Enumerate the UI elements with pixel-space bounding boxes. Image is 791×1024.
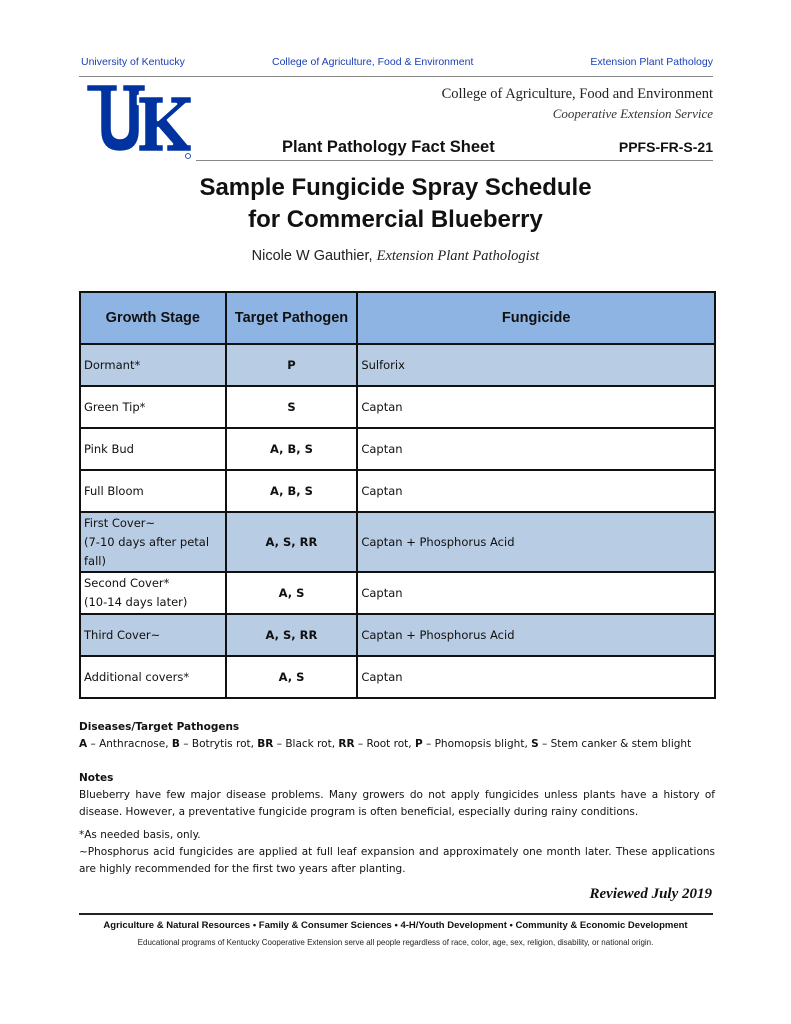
target-pathogen-cell: A, S xyxy=(226,656,358,698)
growth-stage-cell xyxy=(80,572,226,614)
pathogen-name: Black rot, xyxy=(285,738,336,750)
footer-programs: Agriculture & Natural Resources • Family & Consumer Sciences • 4-H/Youth Development • Community & Economic Development xyxy=(103,920,688,931)
diseases-heading: Diseases/Target Pathogens xyxy=(79,721,240,733)
pathogen-code: BR xyxy=(257,738,274,750)
fungicide-cell: Captan xyxy=(357,386,715,428)
pathogen-name: Botrytis rot, xyxy=(191,738,254,750)
target-pathogen-cell: S xyxy=(226,386,358,428)
separator: – xyxy=(276,738,282,750)
separator: – xyxy=(183,738,189,750)
fungicide-cell: Captan xyxy=(357,572,715,614)
growth-stage-cell: Pink Bud xyxy=(80,428,226,470)
fungicide-cell: Captan + Phosphorus Acid xyxy=(357,512,715,572)
fact-sheet-label: Plant Pathology Fact Sheet xyxy=(282,138,495,156)
pathogen-code: S xyxy=(531,738,539,750)
growth-stage-line: Second Cover* xyxy=(84,576,170,590)
extension-service: Cooperative Extension Service xyxy=(552,106,713,121)
link-college[interactable]: College of Agriculture, Food & Environment xyxy=(272,56,474,68)
target-pathogen-cell: A, S xyxy=(226,572,358,614)
footer-statement: Educational programs of Kentucky Cooperative Extension serve all people regardless of race, color, age, sex, religion, disability, or national origin. xyxy=(137,938,654,947)
author-role: Extension Plant Pathologist xyxy=(376,248,540,264)
separator: – xyxy=(542,738,548,750)
fungicide-cell: Sulforix xyxy=(357,344,715,386)
title-line-2: for Commercial Blueberry xyxy=(248,206,543,233)
table-row xyxy=(80,614,715,656)
fungicide-cell: Captan xyxy=(357,470,715,512)
title-line-1: Sample Fungicide Spray Schedule xyxy=(199,174,592,201)
separator: – xyxy=(357,738,364,750)
diseases-list xyxy=(79,736,719,753)
spray-schedule-table xyxy=(79,291,716,699)
table-row xyxy=(80,572,715,614)
footer-divider xyxy=(79,913,713,915)
reviewed-date: Reviewed July 2019 xyxy=(589,886,712,902)
target-pathogen-cell: A, S, RR xyxy=(226,512,358,572)
author-name: Nicole W Gauthier, xyxy=(251,248,373,264)
growth-stage-cell: Full Bloom xyxy=(80,470,226,512)
fungicide-cell: Captan + Phosphorus Acid xyxy=(357,614,715,656)
target-pathogen-cell: A, B, S xyxy=(226,470,358,512)
column-header-target-pathogen: Target Pathogen xyxy=(226,292,358,344)
target-pathogen-cell: A, S, RR xyxy=(226,614,358,656)
growth-stage-cell: Green Tip* xyxy=(80,386,226,428)
growth-stage-line: First Cover~ xyxy=(84,515,156,530)
author-line xyxy=(0,248,791,265)
notes-section xyxy=(79,770,715,878)
pathogen-code: B xyxy=(171,738,180,750)
link-extension-plant-pathology[interactable]: Extension Plant Pathology xyxy=(590,56,713,68)
column-header-fungicide: Fungicide xyxy=(357,292,715,344)
growth-stage-line: (7-10 days after petal xyxy=(84,534,210,549)
pathogen-code: A xyxy=(79,738,88,750)
tilde-note: ~Phosphorus acid fungicides are applied at full leaf expansion and approximately one month later. These applications are highly recommended for the first two years after planting. xyxy=(79,846,715,875)
table-row xyxy=(80,470,715,512)
pathogen-name: Anthracnose, xyxy=(99,738,169,750)
separator: – xyxy=(90,738,96,750)
pathogen-name: Phomopsis blight, xyxy=(434,738,528,750)
pathogen-code: RR xyxy=(338,738,355,750)
document-code: PPFS-FR-S-21 xyxy=(618,139,713,155)
table-row xyxy=(80,512,715,572)
table-row xyxy=(80,386,715,428)
header-links xyxy=(79,56,713,72)
uk-logo xyxy=(84,80,194,160)
target-pathogen-cell: A, B, S xyxy=(226,428,358,470)
table-row xyxy=(80,656,715,698)
notes-paragraph: Blueberry have few major disease problems. Many growers do not apply fungicides unless plants have a history of disease. However, a preventative fungicide program is often beneficial, especially during rainy conditions. xyxy=(79,789,715,818)
table-row xyxy=(80,428,715,470)
table-header-row xyxy=(80,292,715,344)
separator: – xyxy=(425,738,432,750)
pathogen-code: P xyxy=(414,738,423,750)
table-row xyxy=(80,344,715,386)
diseases-legend xyxy=(79,719,719,753)
growth-stage-cell: Additional covers* xyxy=(80,656,226,698)
target-pathogen-cell: P xyxy=(226,344,358,386)
header-divider xyxy=(79,76,713,77)
header-bottom-divider xyxy=(196,160,713,161)
page-title xyxy=(0,172,791,236)
pathogen-name: Stem canker & stem blight xyxy=(550,738,692,750)
growth-stage-cell: Dormant* xyxy=(80,344,226,386)
growth-stage-cell xyxy=(80,512,226,572)
college-block xyxy=(442,86,713,122)
link-university-of-kentucky[interactable]: University of Kentucky xyxy=(81,56,185,68)
column-header-growth-stage: Growth Stage xyxy=(80,292,226,344)
growth-stage-line: fall) xyxy=(84,553,106,568)
growth-stage-cell: Third Cover~ xyxy=(80,614,226,656)
growth-stage-line: (10-14 days later) xyxy=(84,595,188,609)
pathogen-name: Root rot, xyxy=(366,738,412,750)
fungicide-cell: Captan xyxy=(357,656,715,698)
notes-heading: Notes xyxy=(79,772,114,784)
college-name: College of Agriculture, Food and Environment xyxy=(441,86,713,102)
asterisk-note: *As needed basis, only. xyxy=(79,829,201,841)
fungicide-cell: Captan xyxy=(357,428,715,470)
